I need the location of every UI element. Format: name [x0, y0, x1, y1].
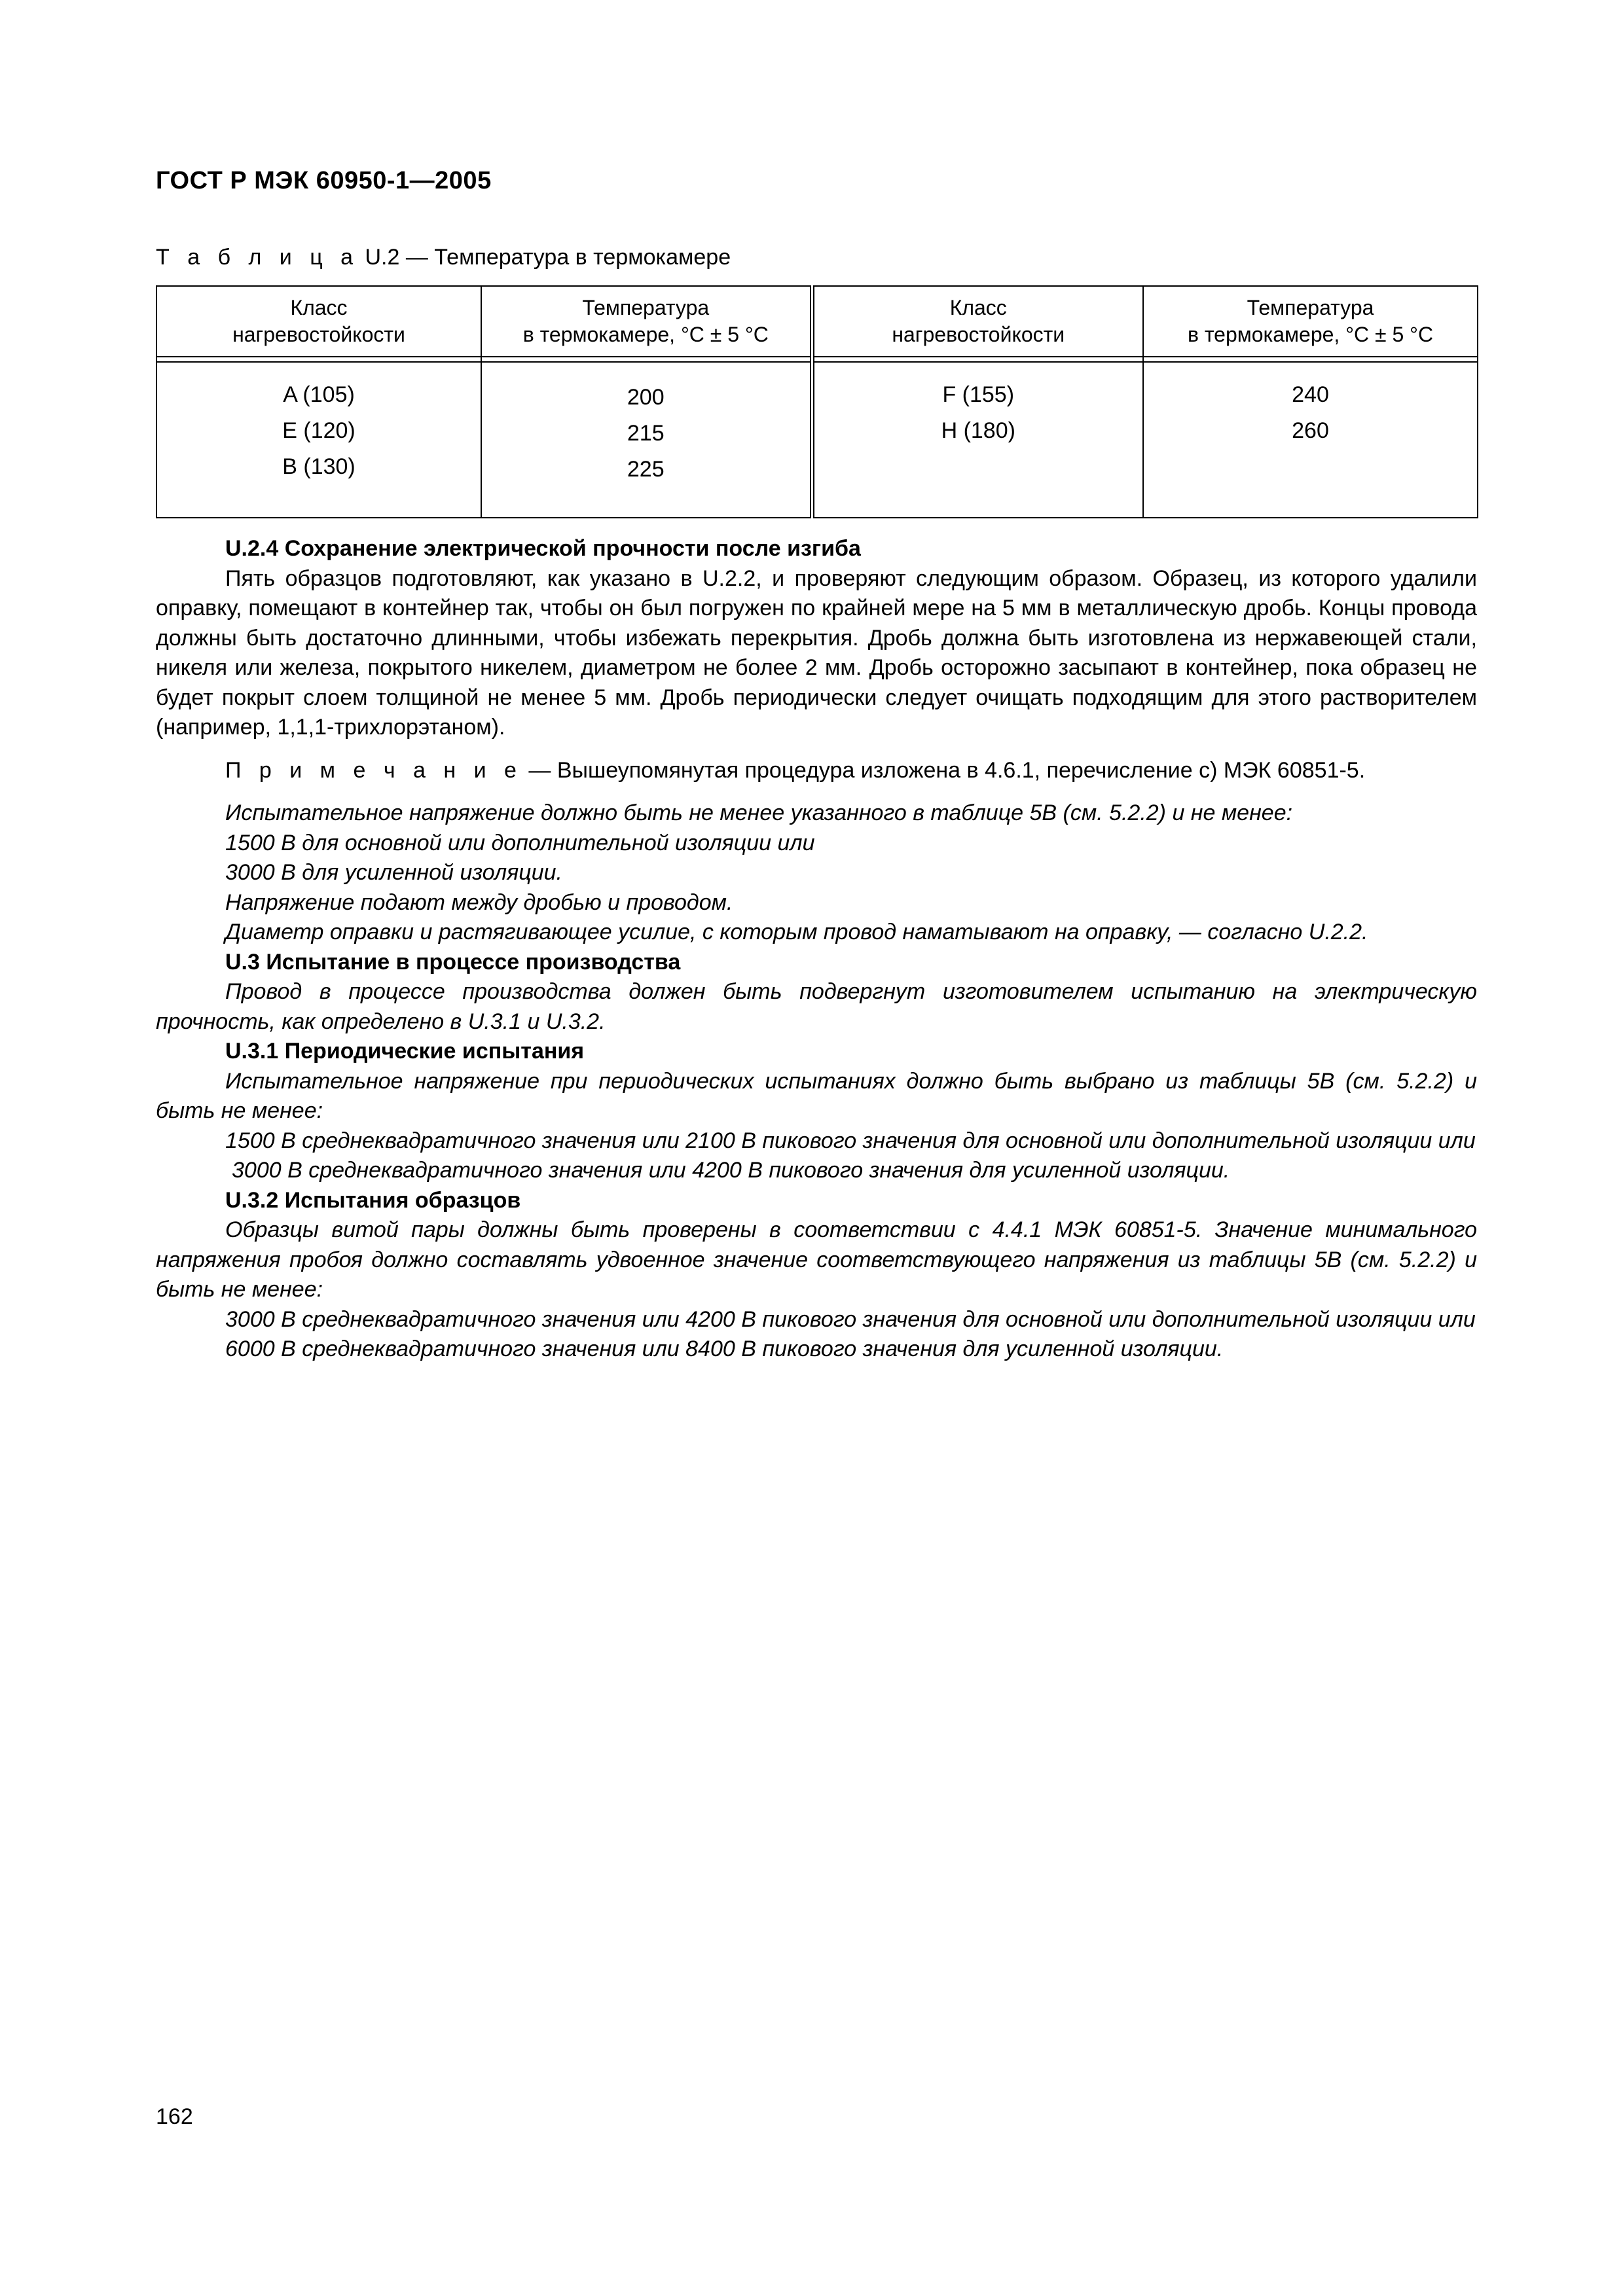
header-cell-class-1 [156, 286, 481, 357]
note-paragraph [156, 756, 1477, 786]
section-heading-u32: U.3.2 Испытания образцов [225, 1187, 521, 1213]
section-heading-u24: U.2.4 Сохранение электрической прочности после изгиба [225, 536, 861, 561]
temperature-value: 200 [627, 385, 665, 410]
temperature-value: 225 [627, 457, 665, 482]
page-number: 162 [156, 2104, 193, 2129]
table-header-row [156, 286, 1478, 357]
italic-paragraph: Испытательное напряжение должно быть не менее указанного в таблице 5В (см. 5.2.2) и не менее: [225, 800, 1293, 825]
italic-paragraph: 3000 В для усиленной изоляции. [225, 860, 562, 885]
document-body [156, 534, 1477, 1365]
header-line: нагревостойкости [892, 323, 1065, 346]
class-value: A (105) [283, 382, 355, 407]
italic-paragraph: 3000 В среднеквадратичного значения или 4200 В пикового значения для усиленной изоляции. [232, 1158, 1230, 1183]
italic-paragraph: Напряжение подают между дробью и проводом. [225, 889, 733, 915]
table-data-row [156, 362, 1478, 518]
header-line: Температура [1247, 296, 1374, 319]
header-line: в термокамере, °С ± 5 °С [1187, 323, 1434, 346]
separator-cell [812, 357, 1143, 362]
italic-paragraph: Испытательное напряжение при периодических испытаниях должно быть выбрано из таблицы 5В (см. 5.2.2) и быть не менее: [156, 1068, 1477, 1123]
class-value: F (155) [942, 382, 1015, 407]
header-cell-temperature-1 [481, 286, 812, 357]
separator-cell [481, 357, 812, 362]
italic-paragraph: 1500 В среднеквадратичного значения или 2100 В пикового значения для основной или дополнительной изоляции или [225, 1128, 1476, 1153]
italic-paragraph: 1500 В для основной или дополнительной изоляции или [225, 830, 815, 855]
separator-cell [156, 357, 481, 362]
italic-paragraph: 6000 В среднеквадратичного значения или 8400 В пикового значения для усиленной изоляции. [225, 1336, 1224, 1361]
class-cell-1 [156, 362, 481, 518]
temperature-cell-2 [1143, 362, 1478, 518]
temperature-value: 215 [627, 421, 665, 446]
header-line: нагревостойкости [232, 323, 405, 346]
class-value: E (120) [282, 418, 356, 443]
note-text: — Вышеупомянутая процедура изложена в 4.6.1, перечисление с) МЭК 60851-5. [522, 757, 1366, 783]
header-line: Класс [949, 296, 1007, 319]
temperature-value: 240 [1292, 382, 1329, 407]
italic-paragraph: Провод в процессе производства должен быть подвергнут изготовителем испытанию на электрическую прочность, как определено в U.3.1 и U.3.2. [156, 979, 1477, 1034]
section-heading-u31: U.3.1 Периодические испытания [225, 1039, 585, 1064]
section-paragraph-u24: Пять образцов подготовляют, как указано в U.2.2, и проверяют следующим образом. Образец, из которого удалили оправку, помещают в контейнер так, чтобы он был погружен по крайней мере на 5 мм в металлическую дробь. Концы провода должны быть достаточно длинными, чтобы избежать перекрытия. Дробь должна быть изготовлена из нержавеющей стали, никеля или железа, покрытого никелем, диаметром не более 2 мм. Дробь осторожно засыпают в контейнер, пока образец не будет покрыт слоем толщиной не менее 5 мм. Дробь периодически следует очищать подходящим для этого растворителем (например, 1,1,1-трихлорэтаном). [156, 565, 1477, 740]
class-value: B (130) [282, 454, 356, 479]
header-cell-temperature-2 [1143, 286, 1478, 357]
note-label: П р и м е ч а н и е [225, 757, 522, 783]
header-line: в термокамере, °С ± 5 °С [522, 323, 769, 346]
italic-paragraph: 3000 В среднеквадратичного значения или 4200 В пикового значения для основной или дополнительной изоляции или [225, 1306, 1476, 1332]
header-cell-class-2 [812, 286, 1143, 357]
italic-paragraph: Образцы витой пары должны быть проверены в соответствии с 4.4.1 МЭК 60851-5. Значение минимального напряжения пробоя должно составлять удвоенное значение соответствующего напряжения из таблицы 5В (см. 5.2.2) и быть не менее: [156, 1217, 1477, 1302]
document-header-title: ГОСТ Р МЭК 60950-1—2005 [156, 167, 492, 194]
class-cell-2 [812, 362, 1143, 518]
temperature-table [156, 285, 1478, 518]
class-value: H (180) [941, 418, 1015, 443]
separator-cell [1143, 357, 1478, 362]
table-header-separator [156, 357, 1478, 362]
table-caption-text: U.2 — Температура в термокамере [365, 245, 731, 270]
header-line: Температура [582, 296, 710, 319]
temperature-value: 260 [1292, 418, 1329, 443]
italic-paragraph: Диаметр оправки и растягивающее усилие, с которым провод наматывают на оправку, — согласно U.2.2. [225, 920, 1368, 944]
temperature-cell-1 [481, 362, 812, 518]
section-heading-u3: U.3 Испытание в процессе производства [225, 949, 681, 975]
table-caption-label: Т а б л и ц а [156, 245, 359, 270]
header-line: Класс [290, 296, 348, 319]
table-caption [156, 245, 731, 270]
